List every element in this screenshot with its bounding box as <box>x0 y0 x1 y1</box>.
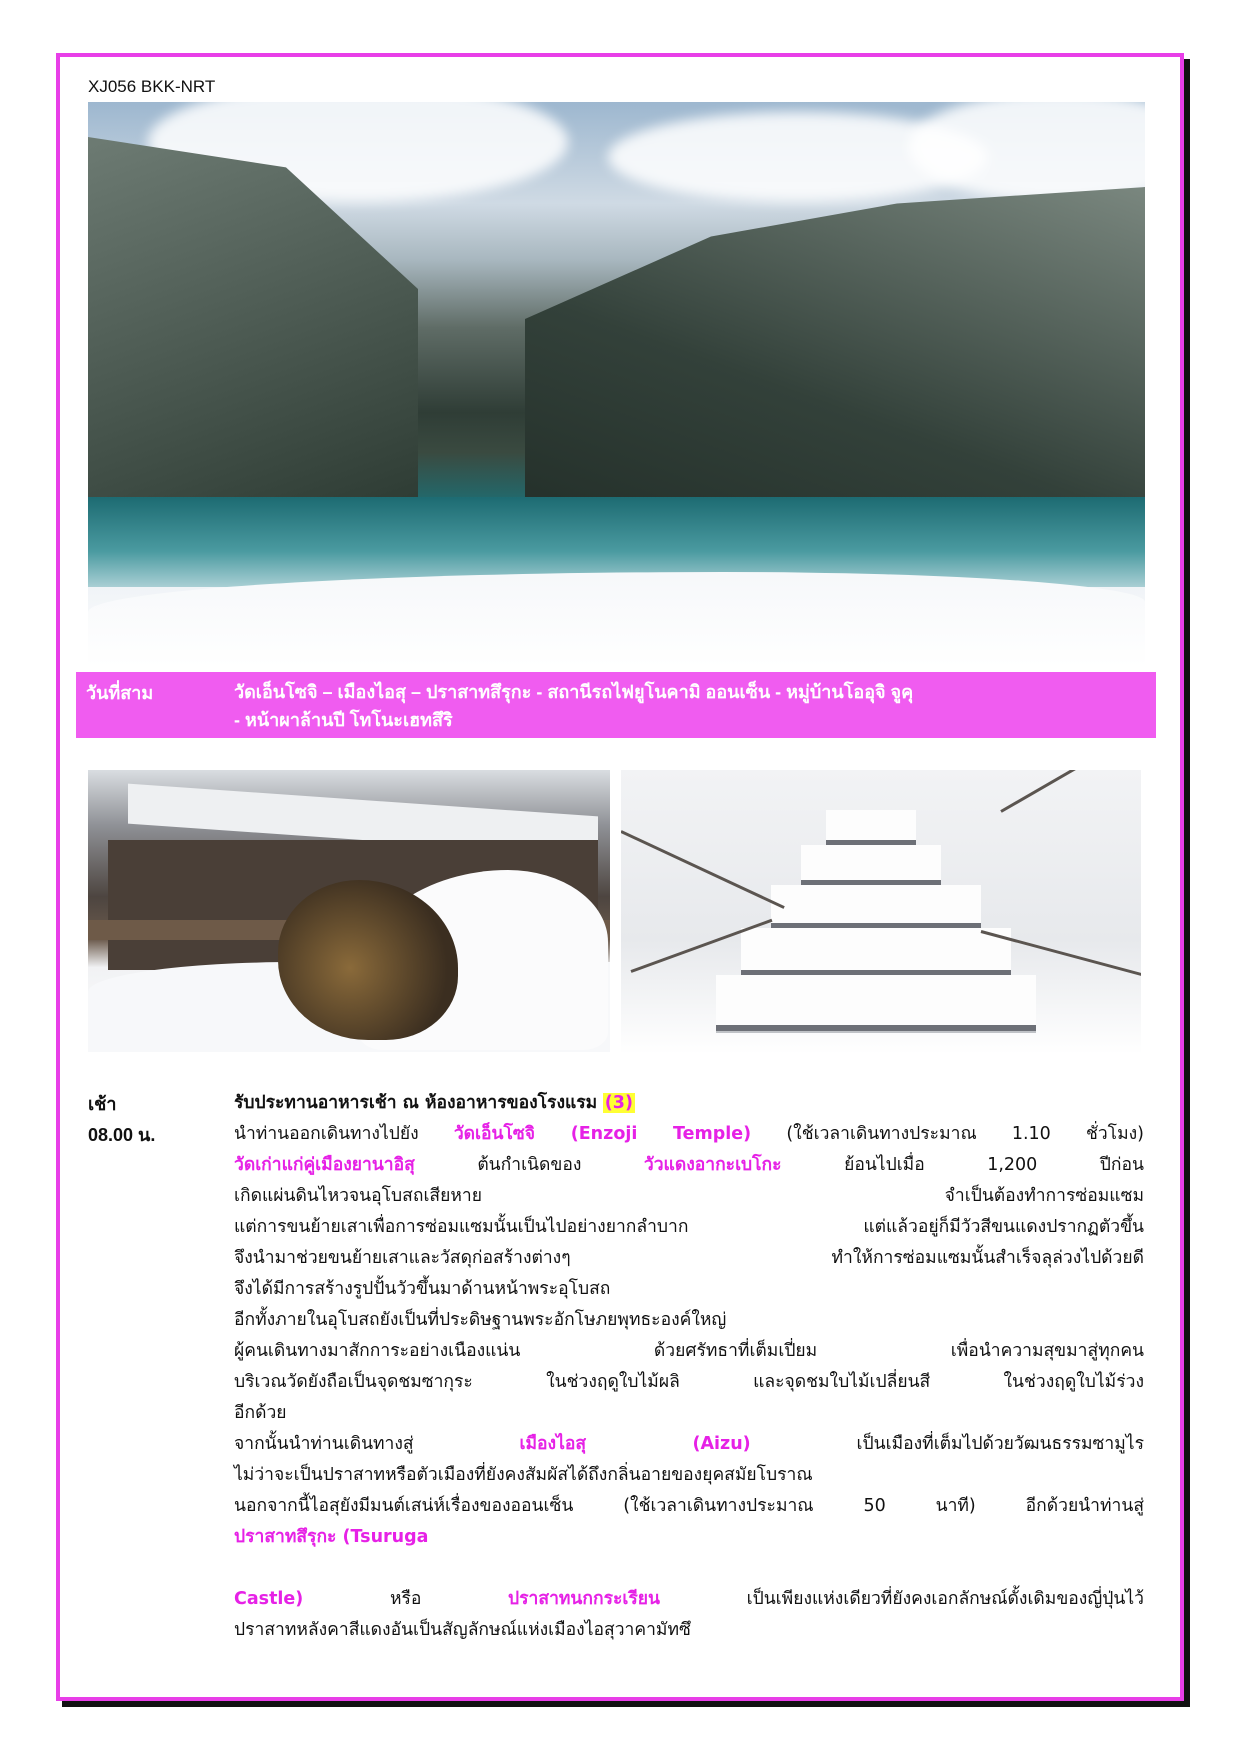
photo-tsuruga-castle <box>621 770 1141 1054</box>
time-label: 08.00 น. <box>88 1125 156 1145</box>
akabeko-name: วัวแดงอากะเบโกะ <box>643 1155 782 1175</box>
day-route <box>234 678 1149 734</box>
meal-code: (3) <box>604 1093 633 1113</box>
enzoji-temple-name: วัดเอ็นโซจิ (Enzoji Temple) <box>453 1124 752 1144</box>
day-label: วันที่สาม <box>86 683 154 703</box>
tsuruga-castle-name: ปราสาทสึรุกะ (Tsuruga <box>234 1527 429 1547</box>
breakfast-text: รับประทานอาหารเช้า ณ ห้องอาหารของโรงแรม <box>234 1093 598 1113</box>
itinerary-text: รับประทานอาหารเช้า ณ ห้องอาหารของโรงแรม (3) นำท่านออกเดินทางไปยัง วัดเอ็นโซจิ (Enzoji Temple) (ใช้เวลาเดินทางประมาณ 1.10 ชั่วโมง) วัดเก่าแก่คู่เมืองยานาอิสุ ต้นกำเนิดของ วัวแดงอากะเบโกะ ย้อนไปเมื่อ 1,200 ปีก่อน เกิดแผ่นดินไหวจนอุโบสถเสียหาย จำเป็นต้องทำการซ่อมแซม แต่การขนย้ายเสาเพื่อการซ่อมแซมนั้นเป็นไปอย่างยากลำบาก แต่แล้วอยู่ก็มีวัวสีขนแดงปรากฏตัวขึ้น จึงนำมาช่วยขนย้ายเสาและวัสดุก่อสร้างต่างๆ ทำให้การซ่อมแซมนั้นสำเร็จลุล่วงไปด้วยดี จึงได้มีการสร้างรูปปั้นวัวขึ้นมาด้านหน้าพระอุโบสถ อีกทั้งภายในอุโบสถยังเป็นที่ประดิษฐานพระอักโษภยพุทธะองค์ใหญ่ ผู้คนเดินทางมาสักการะอย่างเนืองแน่น ด้วยศรัทธาที่เต็มเปี่ยม เพื่อนำความสุขมาสู่ทุกคน บริเวณวัดยังถือเป็นจุดชมซากุระ ในช่วงฤดูใบไม้ผลิ และจุดชมใบไม้เปลี่ยนสี ในช่วงฤดูใบไม้ร่วง อีกด้วย จากนั้นนำท่านเดินทางสู่ เมืองไอสุ (Aizu) เป็นเมืองที่เต็มไปด้วยวัฒนธรรมซามูไร ไม่ว่าจะเป็นปราสาทหรือตัวเมืองที่ยังคงสัมผัสได้ถึงกลิ่นอายของยุคสมัยโบราณ นอกจากนี้ไอสุยังมีมนต์เสน่ห์เรื่องของออนเซ็น (ใช้เวลาเดินทางประมาณ 50 นาที) อีกด้วยนำท่านสู่ ปราสาทสึรุกะ (Tsuruga Castle) หรือ ปราสาทนกกระเรียน เป็นเพียงแห่งเดียวที่ยังคงเอกลักษณ์ดั้งเดิมของญี่ปุ่นไว้ ปราสาทหลังคาสีแดงอันเป็นสัญลักษณ์แห่งเมืองไอสุวาคามัทซึ <box>234 1093 1144 1640</box>
crane-castle-name: ปราสาทนกกระเรียน <box>508 1589 660 1609</box>
day-banner <box>76 672 1156 738</box>
morning-label: เช้า <box>88 1094 117 1114</box>
tour-code: XJ056 BKK-NRT <box>88 77 216 96</box>
photo-enzoji-temple-cow <box>88 770 610 1052</box>
day-route-line2: - หน้าผาล้านปี โทโนะเฮทสึริ <box>234 710 453 730</box>
aizu-name: เมืองไอสุ (Aizu) <box>519 1434 751 1454</box>
day-route-line1: วัดเอ็นโซจิ – เมืองไอสุ – ปราสาทสึรุกะ - สถานีรถไฟยูโนคามิ ออนเซ็น - หมู่บ้านโออุจิ จูคุ <box>234 682 914 702</box>
hero-photo-snowy-lake <box>88 102 1145 667</box>
